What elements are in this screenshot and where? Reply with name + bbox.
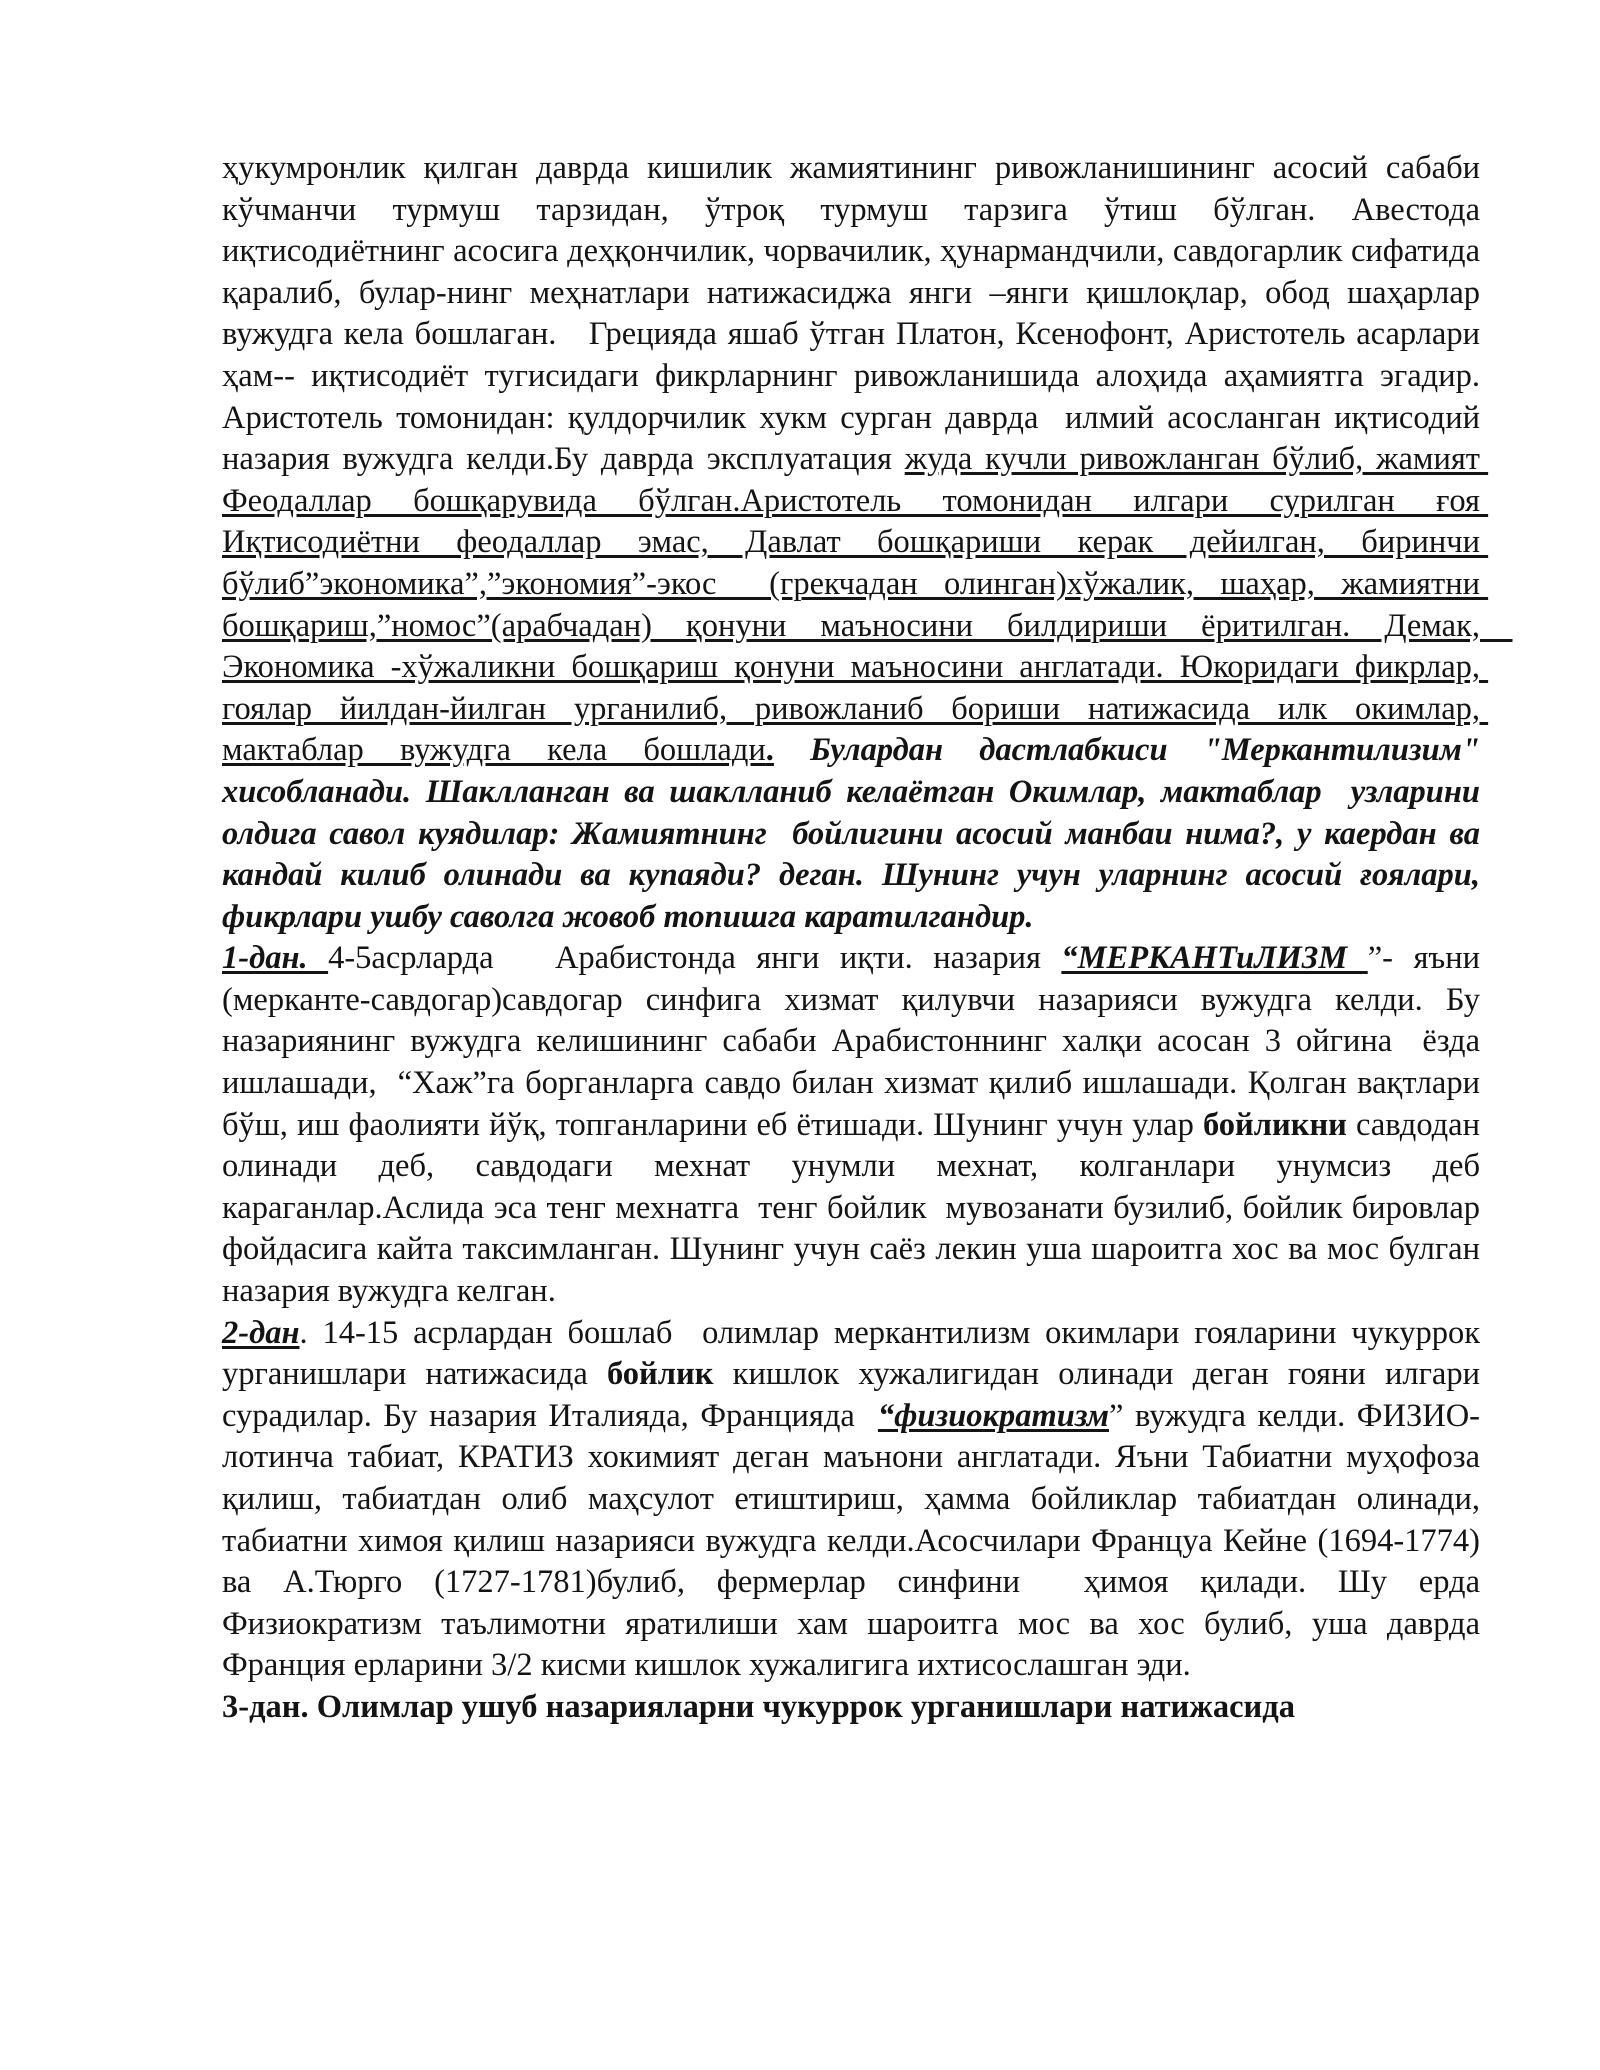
term-mercantilism: “МЕРКАНТиЛИЗМ xyxy=(1061,940,1368,977)
paragraph-physiocracy-text-b: кишлок хужалигидан олинади деган гояни илгари сурадилар. Бу назария Италияда, Францияда xyxy=(222,1356,1489,1434)
paragraph-mercantilism-text-b: ”- яъни (мерканте-савдогар)савдогар синфига хизмат қилувчи назарияси вужудга келди. Бу назариянинг вужудга келишининг сабаби Арабистоннинг халқи асосан 3 ойгина ёзда ишлашади, “Хаж”га борганларга савдо билан хизмат қилиб ишлашади. Қолган вақтлари бўш, иш фаолияти йўқ, топганларини еб ётишади. Шунинг учун улар xyxy=(222,940,1489,1143)
paragraph-physiocracy xyxy=(222,1313,1497,1687)
paragraph-3-dan-text: 3-дан. Олимлар ушуб назарияларни чукуррок урганишлари натижасида xyxy=(222,1688,1295,1725)
paragraph-history xyxy=(222,148,1513,938)
paragraph-history-underlined: жуда кучли ривожланган бўлиб, жамият Феодаллар бошқарувида бўлган.Аристотель томонидан илгари сурилган ғоя Иқтисодиётни феодаллар эмас, Давлат бошқариши керак дейилган, биринчи бўлиб”экономика”,”экономия”-экос (грекчадан олинган)хўжалик, шаҳар, жамиятни бошқариш,”номос”(арабчадан) қонуни маъносини билдириши ёритилган. Демак, Экономика -хўжаликни бошқариш қонуни маъносини англатади. Юкоридаги фикрлар, гоялар йилдан-йилган урганилиб, ривожланиб бориши натижасида илк окимлар, мактаблар вужудга кела бошлади xyxy=(222,441,1513,769)
paragraph-3-dan xyxy=(222,1687,1480,1729)
document-page xyxy=(222,148,1513,1729)
paragraph-history-underlined-dot: . xyxy=(765,732,774,769)
paragraph-history-bold-italic: Булардан дастлабкиси "Меркантилизим" хисобланади. Шаклланган ва шаклланиб келаётган Окимлар, мактаблар узларини олдига савол куядилар: Жамиятнинг бойлигини асосий манбаи нима?, у каердан ва кандай килиб олинади ва купаяди? деган. Шунинг учун уларнинг асосий ғоялари, фикрлари ушбу саволга жовоб топишга каратилгандир. xyxy=(222,732,1489,935)
label-2-dan: 2-дан xyxy=(222,1314,300,1351)
paragraph-mercantilism xyxy=(222,938,1489,1312)
paragraph-physiocracy-text-a: . 14-15 асрлардан бошлаб олимлар меркантилизм окимлари гояларини чукуррок урганишлари натижасида xyxy=(222,1314,1489,1393)
paragraph-mercantilism-text-a: 4-5асрларда Арабистонда янги иқти. назария xyxy=(328,940,1062,977)
label-1-dan: 1-дан. xyxy=(222,940,329,977)
paragraph-physiocracy-text-c: ” вужудга келди. ФИЗИО-лотинча табиат, КРАТИЗ хокимият деган маънони англатади. Яъни Табиатни муҳофоза қилиш, табиатдан олиб маҳсулот етиштириш, ҳамма бойликлар табиатдан олинади, табиатни химоя қилиш назарияси вужудга келди.Асосчилари Француа Кейне (1694-1774) ва А.Тюрго (1727-1781)булиб, фермерлар синфини ҳимоя қилади. Шу ерда Физиократизм таълимотни яратилиши хам шароитга мос ва хос булиб, уша даврда Франция ерларини 3/2 кисми кишлок хужалигига ихтисослашган эди. xyxy=(222,1397,1497,1684)
paragraph-mercantilism-text-c: савдодан олинади деб, савдодаги мехнат унумли мехнат, колганлари унумсиз деб караганлар.Аслида эса тенг мехнатга тенг бойлик мувозанати бузилиб, бойлик бировлар фойдасига кайта таксимланган. Шунинг учун саёз лекин уша шароитга хос ва мос булган назария вужудга келган. xyxy=(222,1106,1489,1310)
term-physiocracy: “физиократизм xyxy=(877,1397,1109,1434)
bold-word-boylik: бойлик xyxy=(606,1356,714,1393)
paragraph-history-text: ҳукумронлик қилган даврда кишилик жамиятининг ривожланишининг асосий сабаби кўчманчи турмуш тарзидан, ўтроқ турмуш тарзига ўтиш бўлган. Авестода иқтисодиётнинг асосига деҳқончилик, чорвачилик, ҳунармандчили, савдогарлик сифатида қаралиб, булар-нинг меҳнатлари натижасиджа янги –янги қишлоқлар, обод шаҳарлар вужудга кела бошлаган. Грецияда яшаб ўтган Платон, Ксенофонт, Аристотель асарлари ҳам-- иқтисодиёт тугисидаги фикрларнинг ривожланишида алоҳида аҳамиятга эгадир. Аристотель томонидан: қулдорчилик хукм сурган даврда илмий асосланган иқтисодий назария вужудга келди.Бу даврда эксплуатация xyxy=(222,150,1489,478)
bold-word-boylikni: бойликни xyxy=(1202,1106,1347,1143)
